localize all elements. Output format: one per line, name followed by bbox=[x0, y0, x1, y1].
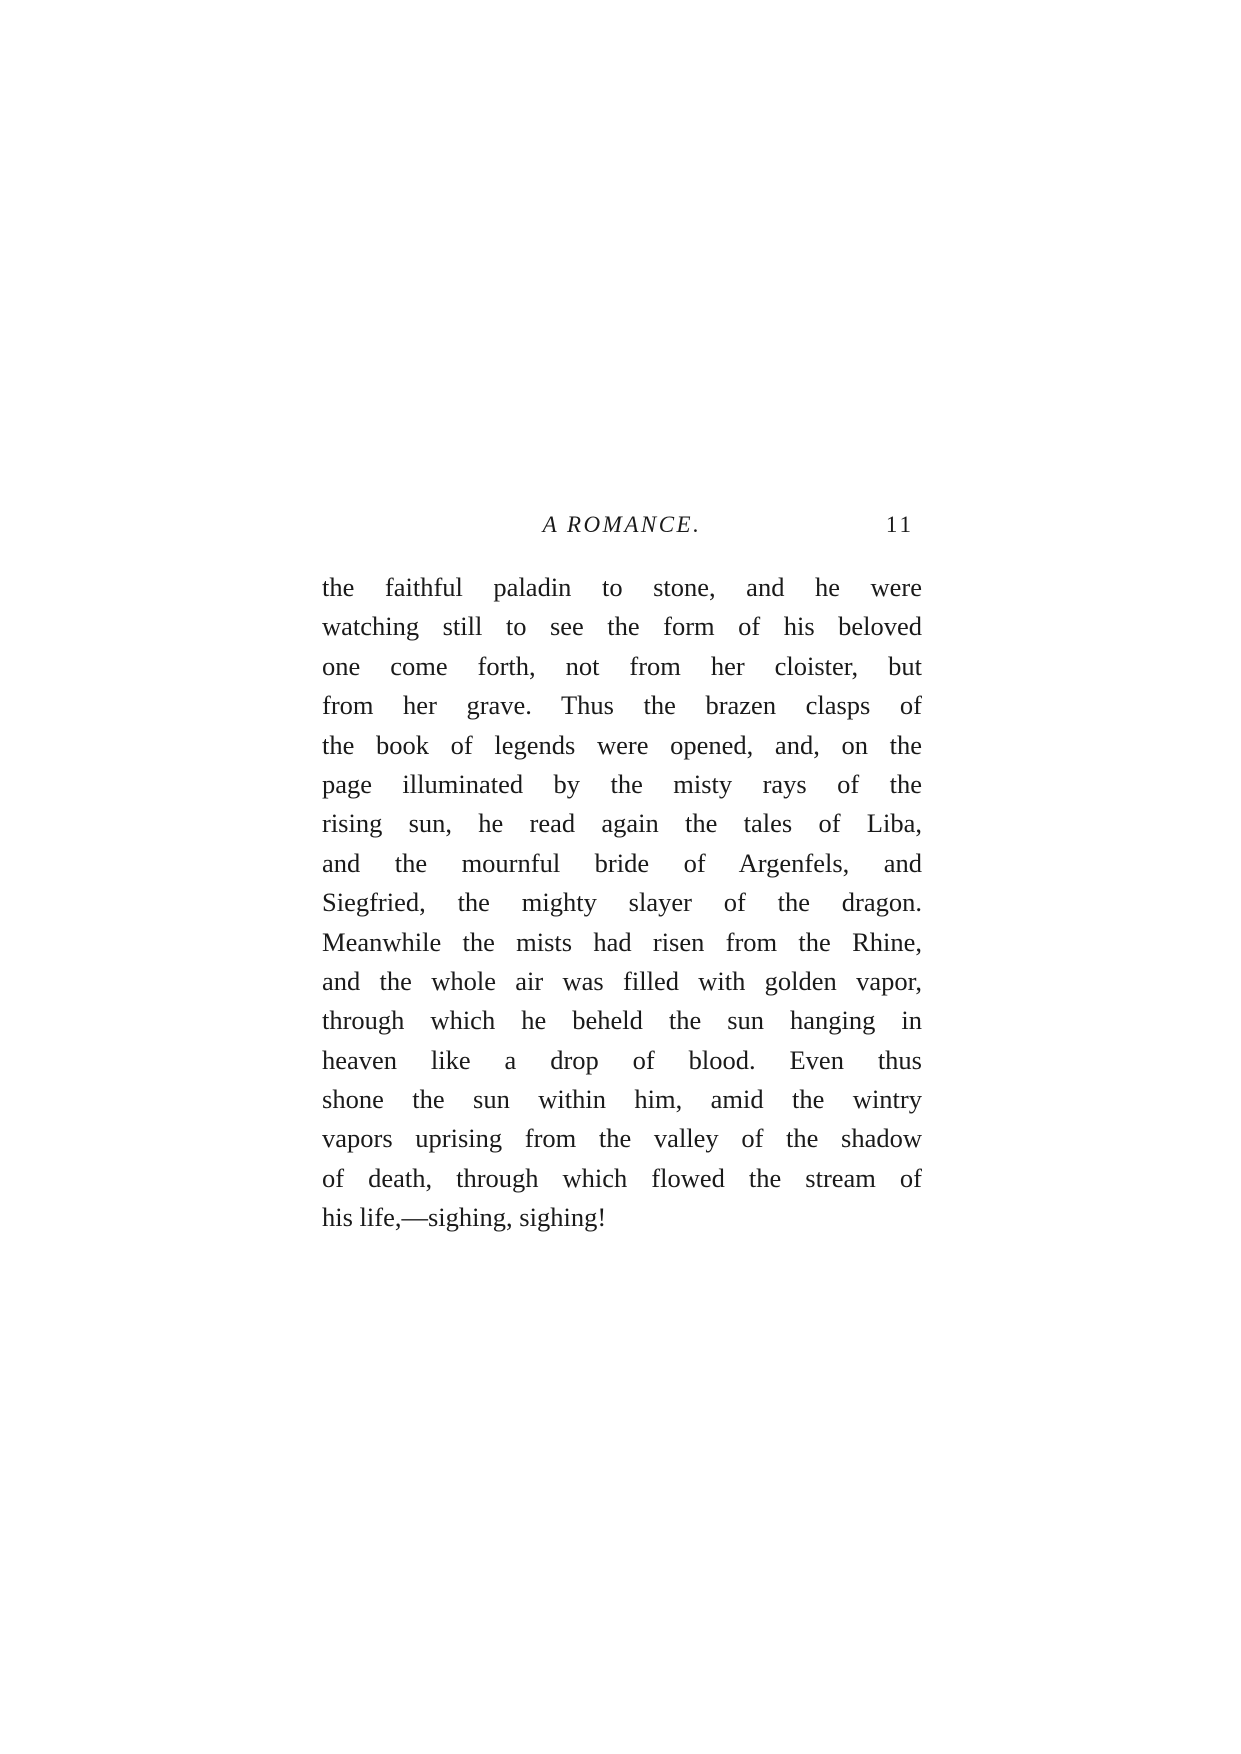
running-title: A ROMANCE. bbox=[542, 512, 702, 537]
text-line: vapors uprising from the valley of the shadow bbox=[322, 1123, 922, 1154]
text-line: Siegfried, the mighty slayer of the dragon. bbox=[322, 887, 922, 918]
text-line: through which he beheld the sun hanging in bbox=[322, 1005, 922, 1036]
text-line: the faithful paladin to stone, and he were bbox=[322, 572, 922, 602]
text-line: one come forth, not from her cloister, but bbox=[322, 650, 922, 681]
page-number: 11 bbox=[885, 512, 914, 537]
text-line: and the whole air was filled with golden vapor, bbox=[322, 965, 922, 996]
text-line: the book of legends were opened, and, on the bbox=[322, 729, 922, 760]
text-line: and the mournful bride of Argenfels, and bbox=[322, 847, 922, 878]
running-head bbox=[322, 508, 922, 542]
text-line: of death, through which flowed the stream of bbox=[322, 1162, 922, 1193]
text-line: rising sun, he read again the tales of Liba, bbox=[322, 808, 922, 839]
text-line: shone the sun within him, amid the wintry bbox=[322, 1084, 922, 1115]
text-line-last: his life,—sighing, sighing! bbox=[322, 1202, 607, 1233]
text-line: Meanwhile the mists had risen from the Rhine, bbox=[322, 926, 922, 957]
text-line: from her grave. Thus the brazen clasps of bbox=[322, 690, 922, 721]
body-text bbox=[322, 568, 922, 1238]
text-line: watching still to see the form of his beloved bbox=[322, 611, 922, 642]
text-line: page illuminated by the misty rays of the bbox=[322, 768, 922, 799]
text-line: heaven like a drop of blood. Even thus bbox=[322, 1044, 922, 1075]
